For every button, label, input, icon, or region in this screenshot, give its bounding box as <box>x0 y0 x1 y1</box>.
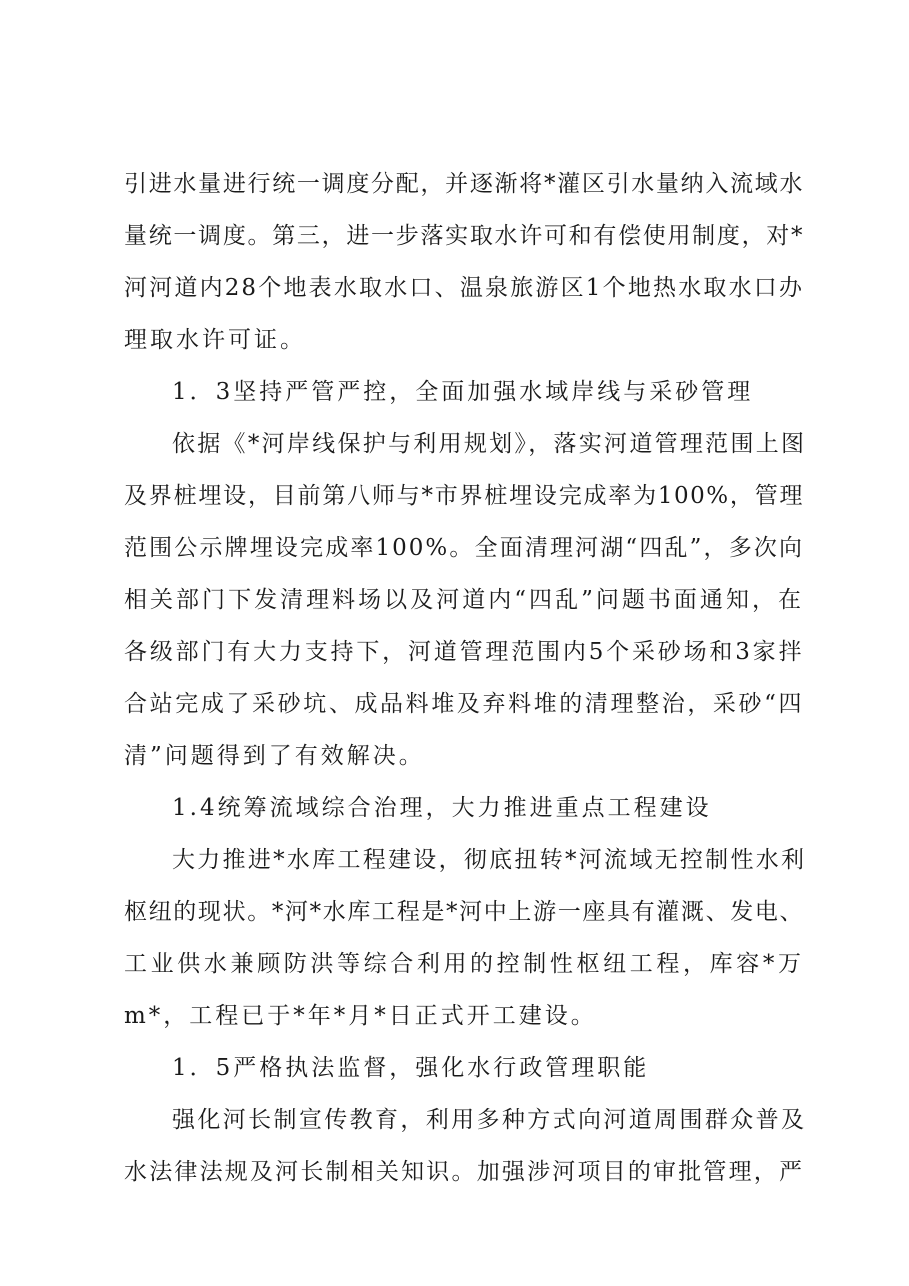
text-line: 相关部门下发清理料场以及河道内“四乱”问题书面通知，在 <box>124 587 804 613</box>
text-line: 河河道内28个地表水取水口、温泉旅游区1个地热水取水口办 <box>124 275 804 301</box>
text-line: 大力推进*水库工程建设，彻底扭转*河流域无控制性水利 <box>172 847 804 873</box>
text-line: 枢纽的现状。*河*水库工程是*河中上游一座具有灌溉、发电、 <box>124 899 804 925</box>
section-heading <box>124 782 804 834</box>
text-line: 引进水量进行统一调度分配，并逐渐将*灌区引水量纳入流域水 <box>124 171 804 197</box>
body-paragraph <box>124 158 804 366</box>
text-line: 范围公示牌埋设完成率100%。全面清理河湖“四乱”，多次向 <box>124 535 804 561</box>
text-line: 清”问题得到了有效解决。 <box>124 743 425 769</box>
body-paragraph <box>124 1094 804 1198</box>
body-paragraph <box>124 834 804 1042</box>
text-line: 强化河长制宣传教育，利用多种方式向河道周围群众普及 <box>172 1107 804 1133</box>
heading-line: 1．5严格执法监督，强化水行政管理职能 <box>172 1055 650 1081</box>
text-line: 依据《*河岸线保护与利用规划》，落实河道管理范围上图 <box>172 431 804 457</box>
section-heading <box>124 1042 804 1094</box>
heading-line: 1.4统筹流域综合治理，大力推进重点工程建设 <box>172 795 712 821</box>
text-line: 水法律法规及河长制相关知识。加强涉河项目的审批管理，严 <box>124 1159 804 1185</box>
body-paragraph <box>124 418 804 782</box>
document-body <box>124 158 804 1198</box>
text-line: 工业供水兼顾防洪等综合利用的控制性枢纽工程，库容*万 <box>124 951 804 977</box>
section-heading <box>124 366 804 418</box>
text-line: 及界桩埋设，目前第八师与*市界桩埋设完成率为100%，管理 <box>124 483 804 509</box>
text-line: 各级部门有大力支持下，河道管理范围内5个采砂场和3家拌 <box>124 639 804 665</box>
text-line: 合站完成了采砂坑、成品料堆及弃料堆的清理整治，采砂“四 <box>124 691 804 717</box>
text-line: m*，工程已于*年*月*日正式开工建设。 <box>124 1003 597 1029</box>
text-line: 量统一调度。第三，进一步落实取水许可和有偿使用制度，对* <box>124 223 804 249</box>
heading-line: 1．3坚持严管严控，全面加强水域岸线与采砂管理 <box>172 379 754 405</box>
text-line: 理取水许可证。 <box>124 327 306 353</box>
